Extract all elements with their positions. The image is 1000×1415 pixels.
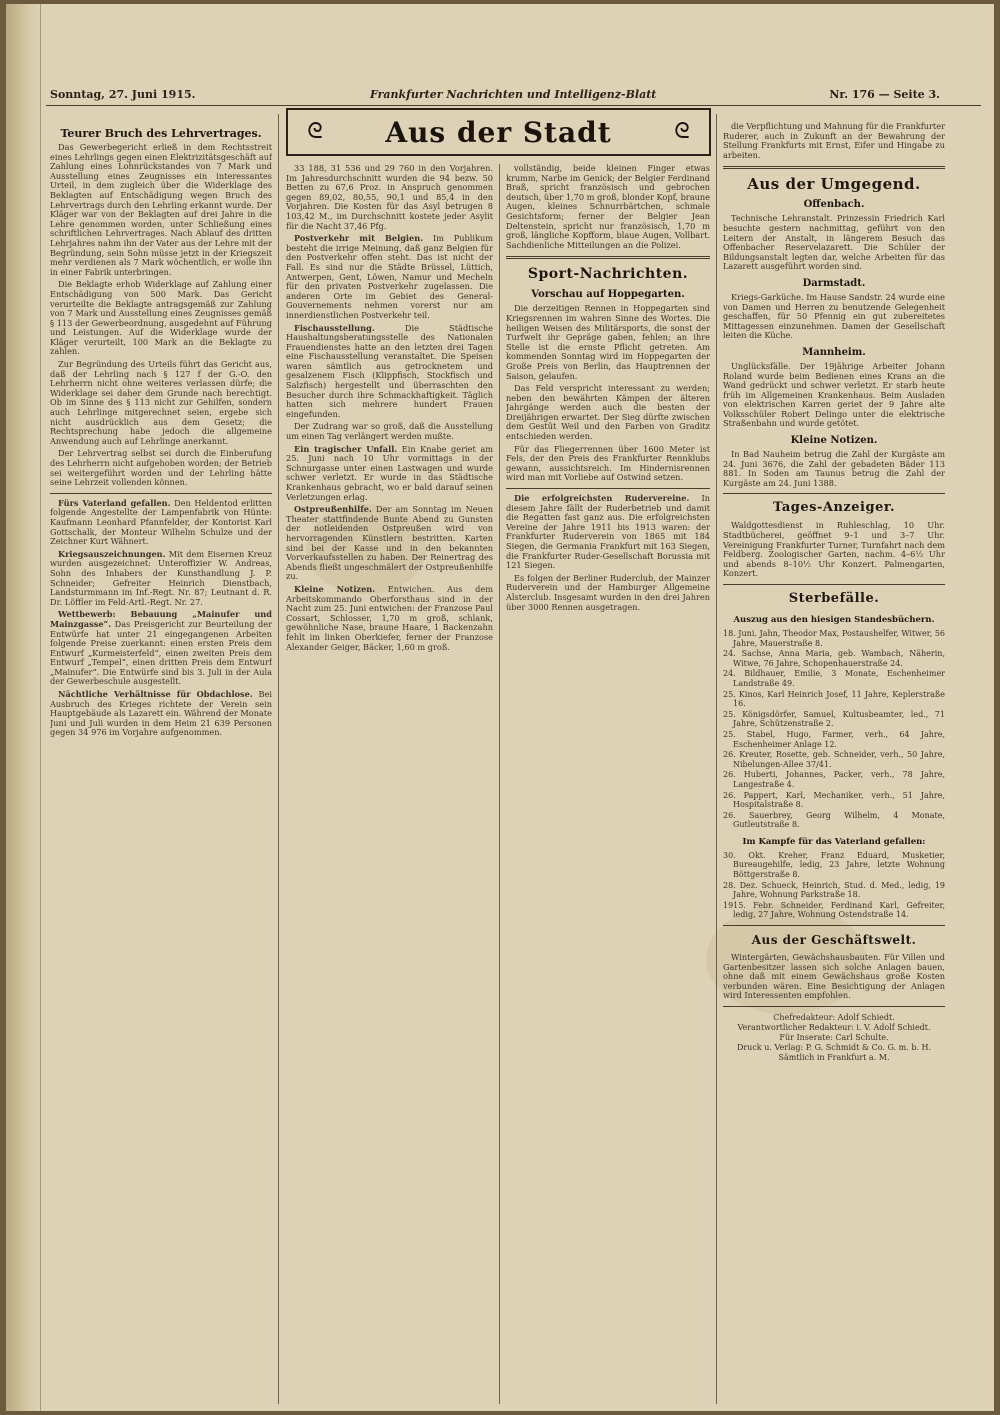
binding-gutter <box>6 4 41 1411</box>
subheading: Fürs Vaterland gefallen. <box>58 497 171 508</box>
newspaper-page <box>6 4 994 1411</box>
paragraph: Wintergärten, Gewächshausbauten. Für Villen und Gartenbesitzer lassen sich solche Anlagen bauen, ohne daß mit einem Gewächshaus große Kosten verbunden wären. Eine Besichtigung der Anlagen wird Interessenten empfohlen. <box>723 952 945 1001</box>
paragraph: Unglücksfälle. Der 19jährige Arbeiter Johann Roland wurde beim Bedienen eines Krans an die Wand gedrückt und schwer verletzt. Er starb heute früh im Allgemeinen Krankenhaus. Beim Ausladen von elektrischen Karren geriet der 9 Jahre alte Volksschüler Robert Delingo unter die elektrische Straßenbahn und wurde getötet. <box>723 360 945 429</box>
list-item: 28. Dez. Schueck, Heinrich, Stud. d. Med., ledig, 19 Jahre, Wohnung Parkstraße 18. <box>723 880 945 900</box>
subheading: Auszug aus den hiesigen Standesbüchern. <box>733 615 935 625</box>
imprint <box>723 1013 945 1063</box>
city-heading: Offenbach. <box>803 199 865 211</box>
paragraph: Für das Fliegerrennen über 1600 Meter ist Fels, der den Preis des Frankfurter Rennklubs gewann, aussichtsreich. Im Hindernisrennen wird man mit Vorliebe auf Ostwind setzen. <box>506 443 710 483</box>
paragraph-text: Den Heldentod erlitten folgende Angestellte der Lampenfabrik von Hünte: Kaufmann Leonhard Pfannfelder, der Kontorist Karl Gottschalk, der Monteur Wilhelm Schulze und der Zeichner Kurt Wähnert. <box>50 497 272 547</box>
list-item: 26. Sauerbrey, Georg Wilhelm, 4 Monate, Gutleutstraße 8. <box>723 810 945 830</box>
city-heading: Darmstadt. <box>802 277 866 289</box>
header-issue: Nr. 176 — Seite 3. <box>829 88 940 101</box>
list-item: 26. Pappert, Karl, Mechaniker, verh., 51 Jahre, Hospitalstraße 8. <box>723 790 945 810</box>
paragraph <box>50 499 272 547</box>
paragraph <box>286 505 493 582</box>
paragraph: Der Lehrvertrag selbst sei durch die Einberufung des Lehrherrn nicht aufgehoben worden; der Betrieb sei weitergeführt worden und der Lehrling hätte seine Lehrzeit vollenden können. <box>50 448 272 488</box>
list-item: 18. Juni. Jahn, Theodor Max, Postaushelfer, Witwer, 56 Jahre, Mauerstraße 8. <box>723 629 945 648</box>
paragraph-text: Ein Knabe geriet am 25. Juni nach 10 Uhr vormittags in der Schnurgasse unter einen Lastwagen und wurde schwer verletzt. Er wurde in das Städtische Krankenhaus gebracht, wo er bald darauf seinen Verletzungen erlag. <box>286 443 493 502</box>
subheading: Fischausstellung. <box>294 322 375 333</box>
paragraph-text: Entwichen. Aus dem Arbeitskommando Oberforsthaus sind in der Nacht zum 25. Juni entwichen: der Franzose Paul Cossart, Schlosser, 1,70 m groß, schlank, gewöhnliche Nase, braune Haare, 1 Backenzahn fehlt im linken Oberkiefer, ferner der Franzose Alexander Geiger, Bäcker, 1,60 m groß. <box>286 583 493 652</box>
section-heading-sterbefaelle: Sterbefälle. <box>788 591 880 606</box>
subheading: Die erfolgreichsten Rudervereine. <box>514 493 690 504</box>
subheading: Kleine Notizen. <box>790 435 878 447</box>
paragraph: Die Beklagte erhob Widerklage auf Zahlung einer Entschädigung von 500 Mark. Das Gericht verurteilte die Beklagte antragsgemäß zur Zahlung von 7 Mark und Ausstellung eines Zeugnisses gemäß § 113 der Gewerbeordnung, ausgedehnt auf Führung und Leistungen. Auf die Widerklage wurde der Kläger verurteilt, 100 Mark an die Beklagte zu zahlen. <box>50 279 272 357</box>
list-item: 24. Bildhauer, Emilie, 3 Monate, Eschenheimer Landstraße 49. <box>723 669 945 688</box>
paragraph-text: In diesem Jahre fällt der Ruderbetrieb und damit die Regatten fast ganz aus. Die erfolgreichsten Vereine der Jahre 1911 bis 1913 waren: der Frankfurter Ruderverein von 1865 mit 184 Siegen, die Germania Frankfurt mit 163 Siegen, die Frankfurter Ruder-Gesellschaft Borussia mit 121 Siegen. <box>506 493 710 571</box>
list-item: 25. Kinos, Karl Heinrich Josef, 11 Jahre, Keplerstraße 16. <box>723 689 945 709</box>
imprint-line: Verantwortlicher Redakteur: i. V. Adolf Schiedt. <box>737 1023 931 1032</box>
header-date: Sonntag, 27. Juni 1915. <box>50 88 196 101</box>
subheading: Kriegsauszeichnungen. <box>58 548 166 559</box>
list-item: 25. Stabel, Hugo, Farmer, verh., 64 Jahre, Eschenheimer Anlage 12. <box>723 729 945 749</box>
section-banner <box>286 108 711 158</box>
imprint-line: Für Inserate: Carl Schulte. <box>779 1033 889 1042</box>
list-item: 30. Okt. Kreher, Franz Eduard, Musketier, Bureaugehilfe, ledig, 23 Jahre, letzte Wohnung Böttgerstraße 8. <box>723 850 945 880</box>
subheading: Im Kampfe für das Vaterland gefallen: <box>742 836 926 847</box>
list-item: 26. Kreuter, Rosette, geb. Schneider, verh., 50 Jahre, Nibelungen-Allee 37/41. <box>723 750 945 769</box>
paragraph: Kriegs-Garküche. Im Hause Sandstr. 24 wurde eine von Damen und Herren zu benutzende Gelegenheit geschaffen, für 50 Pfennig ein gut zubereitetes Mittagessen einzunehmen. Damen der Gesellschaft leiten die Küche. <box>723 291 945 341</box>
paragraph: Technische Lehranstalt. Prinzessin Friedrich Karl besuchte gestern nachmittag, geführt von den Leitern der Anstalt, in längerem Besuch das Offenbacher Reservelazarett. Die Schüler der Bildungsanstalt legten dar, welche Arbeiten für das Lazarett ausgeführt worden sind. <box>723 213 945 272</box>
list-item: 26. Huberti, Johannes, Packer, verh., 78 Jahre, Langestraße 4. <box>723 770 945 789</box>
article-title: Teurer Bruch des Lehrvertrages. <box>60 127 262 140</box>
page-header <box>40 84 980 106</box>
death-list <box>723 629 945 830</box>
paragraph: die Verpflichtung und Mahnung für die Frankfurter Ruderer, auch in Zukunft an der Bewahrung der Stellung Frankfurts mit Ernst, Eifer und Hingabe zu arbeiten. <box>723 122 945 160</box>
paragraph-text: Der am Sonntag im Neuen Theater stattfindende Bunte Abend zu Gunsten der notleidenden Ostpreußen wird von hervorragenden Künstlern bestritten. Karten sind bei der Kasse und in den bekannten Vorverkaufsstellen zu haben. Der Reinertrag des Abends fließt ungeschmälert der Ostpreußenhilfe zu. <box>286 504 493 582</box>
city-heading: Mannheim. <box>802 346 866 358</box>
paragraph: Das Feld verspricht interessant zu werden; neben den bewährten Kämpen der älteren Jahrgänge werden auch die besten der Dreijährigen erwartet. Der Sieg dürfte zwischen dem Gestüt Weil und den Farben von Graditz entschieden werden. <box>506 383 710 442</box>
paragraph <box>50 550 272 608</box>
ornament-icon: ᘓ <box>674 119 690 144</box>
paragraph-text: Das Preisgericht zur Beurteilung der Entwürfe hat unter 21 eingegangenen Arbeiten folgende Preise zuerkannt: einen ersten Preis dem Entwurf „Kurmeisterfeld“, einen zweiten Preis dem Entwurf „Tempel“, einen dritten Preis dem Entwurf „Mainufer“. Die Entwürfe sind bis 3. Juli in der Aula der Gewerbeschule ausgestellt. <box>50 618 272 687</box>
subheading: Postverkehr mit Belgien. <box>294 233 424 244</box>
subheading: Nächtliche Verhältnisse für Obdachlose. <box>58 689 253 700</box>
section-heading-geschaeftswelt: Aus der Geschäftswelt. <box>751 933 917 948</box>
column-3 <box>506 164 710 1404</box>
paragraph: Zur Begründung des Urteils führt das Gericht aus, daß der Lehrling nach § 127 f der G.-O. den Lehrherrn nicht ohne weiteres verlassen dürfe; die Widerklage sei daher dem Grunde nach berechtigt. Ob im Sinne des § 113 nicht zur Gehilfen, sondern auch Lehrlinge mitgerechnet seien, ergebe sich nicht ausdrücklich aus dem Gesetz; die Rechtsprechung habe jedoch die allgemeine Anwendung auch auf Lehrlinge anerkannt. <box>50 359 272 446</box>
paragraph <box>50 610 272 687</box>
paragraph <box>50 690 272 738</box>
paragraph <box>286 585 493 652</box>
paragraph: Die derzeitigen Rennen in Hoppegarten sind Kriegsrennen im wahren Sinne des Wortes. Die heiligen Weisen des Militärsports, die sonst der Turfwelt ihr Gepräge gaben, fehlen; an ihre Stelle ist die ernste Pflicht getreten. Am kommenden Sonntag wird im Hoppegarten der Große Preis von Berlin, das Hauptrennen der Saison, gelaufen. <box>506 303 710 381</box>
column-1 <box>50 122 272 1402</box>
list-item: 24. Sachse, Anna Maria, geb. Wambach, Näherin, Witwe, 76 Jahre, Schopenhauerstraße 24. <box>723 649 945 668</box>
paragraph: Das Gewerbegericht erließ in dem Rechtsstreit eines Lehrlings gegen einen Elektrizitätsgeschäft auf Zahlung eines Lohnrückstandes von 7 Mark und Ausstellung eines Zeugnisses ein interessantes Urteil, in dem zugleich über die Widerklage des Beklagten auf Entschädigung wegen Bruch des Lehrvertrags durch den Lehrling erkannt wurde. Der Kläger war von der Beklagten auf drei Jahre in die Lehre genommen worden, unter Schließung eines schriftlichen Lehrvertrages. Nach Ablauf des dritten Lehrjahres nahm ihn der Vater aus der Lehre mit der Begründung, sein Sohn müsse jetzt in der Kriegszeit mehr verdienen als 7 Mark wöchentlich, er wolle ihn in einer Fabrik unterbringen. <box>50 142 272 277</box>
paragraph <box>286 324 493 420</box>
article-title: Vorschau auf Hoppegarten. <box>531 289 685 301</box>
ornament-icon: ᘓ <box>307 119 323 144</box>
paragraph: 33 188, 31 536 und 29 760 in den Vorjahren. Im Jahresdurchschnitt wurden die 94 bezw. 50 Betten zu 67,6 Proz. in Anspruch genommen gegen 89,02, 80,55, 90,1 und 85,4 in den Vorjahren. Die Kosten für das Asyl betrugen 8 103,42 M., im Durchschnitt kostete jeder Asylit für die Nacht 37,46 Pfg. <box>286 164 493 231</box>
section-heading-anzeiger: Tages-Anzeiger. <box>772 500 896 516</box>
header-paper-name: Frankfurter Nachrichten und Intelligenz-Blatt <box>370 88 657 101</box>
paragraph: Waldgottesdienst in Ruhleschlag, 10 Uhr. Stadtbücherei, geöffnet 9–1 und 3–7 Uhr. Vereinigung Frankfurter Turner, Turnfahrt nach dem Feldberg. Zoologischer Garten, nachm. 4–6½ Uhr und abends 8–10½ Uhr Konzert. Palmengarten, Konzert. <box>723 520 945 579</box>
imprint-line: Druck u. Verlag: P. G. Schmidt & Co. G. m. b. H. <box>736 1043 932 1052</box>
section-heading-sport: Sport-Nachrichten. <box>527 266 689 283</box>
paragraph <box>286 234 493 320</box>
paragraph-text: Bei Ausbruch des Krieges richtete der Verein sein Hauptgebäude als Lazarett ein. Während der Monate Juni und Juli wurden in dem Heim 21 639 Personen gegen 34 976 im Vorjahre aufgenommen. <box>50 689 272 738</box>
paragraph: Es folgen der Berliner Ruderclub, der Mainzer Ruderverein und der Hamburger Allgemeine Alsterclub. Insgesamt wurden in den drei Jahren über 3000 Rennen ausgetragen. <box>506 572 710 612</box>
paragraph: In Bad Nauheim betrug die Zahl der Kurgäste am 24. Juni 3676, die Zahl der gebadeten Bäder 113 881. In Soden am Taunus betrug die Zahl der Kurgäste am 24. Juni 1388. <box>723 449 945 488</box>
subheading: Ein tragischer Unfall. <box>294 443 398 454</box>
imprint-line: Chefredakteur: Adolf Schiedt. <box>773 1013 895 1022</box>
subheading: Kleine Notizen. <box>294 583 376 594</box>
paragraph-text: Im Publikum besteht die irrige Meinung, daß ganz Belgien für den Postverkehr offen steht. Das ist nicht der Fall. Es sind nur die Städte Brüssel, Lüttich, Antwerpen, Gent, Löwen, Namur und Mecheln für den privaten Postverkehr zugelassen. Die anderen Orte im Gebiet des General-Gouvernements nehmen vorerst nur am innerdienstlichen Postverkehr teil. <box>286 233 493 320</box>
paragraph <box>286 445 493 503</box>
paragraph-text: Mit dem Eisernen Kreuz wurden ausgezeichnet: Unteroffizier W. Andreas, Sohn des Inhabers der Kunsthandlung J. P. Schneider; Gefreiter Heinrich Dienstbach, Landsturmmann im Inf.-Regt. Nr. 87; Leutnant d. R. Dr. Löffler im Feld-Artl.-Regt. Nr. 27. <box>50 548 272 607</box>
fallen-list <box>723 851 945 920</box>
column-4 <box>723 122 945 1402</box>
list-item: 25. Königsdörfer, Samuel, Kultusbeamter, led., 71 Jahre, Schützenstraße 2. <box>723 709 945 729</box>
subheading: Ostpreußenhilfe. <box>294 504 372 515</box>
section-heading-umgegend: Aus der Umgegend. <box>747 175 921 194</box>
paragraph-text: Die Städtische Haushaltungsberatungsstelle des Nationalen Frauendienstes hatte an den letzten drei Tagen eine Fischausstellung veranstaltet. Die Speisen waren sämtlich aus getrocknetem und gesalzenem Fisch (Klippfisch, Stockfisch und Salzfisch) hergestellt und überraschten den Besucher durch ihre Schmackhaftigkeit. Täglich hatten sich mehrere hundert Frauen eingefunden. <box>286 322 493 419</box>
section-title: Aus der Stadt <box>385 116 612 149</box>
paragraph <box>506 494 710 571</box>
paragraph: vollständig, beide kleinen Finger etwas krumm, Narbe im Genick; der Belgier Ferdinand Braß, spricht französisch und gebrochen deutsch, über 1,70 m groß, blonder Kopf, braune Augen, kleines Schnurrbärtchen, schmale Gesichtsform; ferner der Belgier Jean Deltenstein, spricht nur französisch, 1,70 m groß, längliche Kopfform, blaue Augen, Vollbart. Sachdienliche Mitteilungen an die Polizei. <box>506 164 710 250</box>
paragraph: Der Zudrang war so groß, daß die Ausstellung um einen Tag verlängert werden mußte. <box>286 421 493 442</box>
column-2 <box>286 164 493 1404</box>
imprint-line: Sämtlich in Frankfurt a. M. <box>778 1053 890 1062</box>
list-item: 1915. Febr. Schneider, Ferdinand Karl, Gefreiter, ledig, 27 Jahre, Wohnung Ostendstraße 14. <box>723 900 945 920</box>
subheading: Wettbewerb: Bebauung „Mainufer und Mainzgasse“. <box>50 609 272 629</box>
